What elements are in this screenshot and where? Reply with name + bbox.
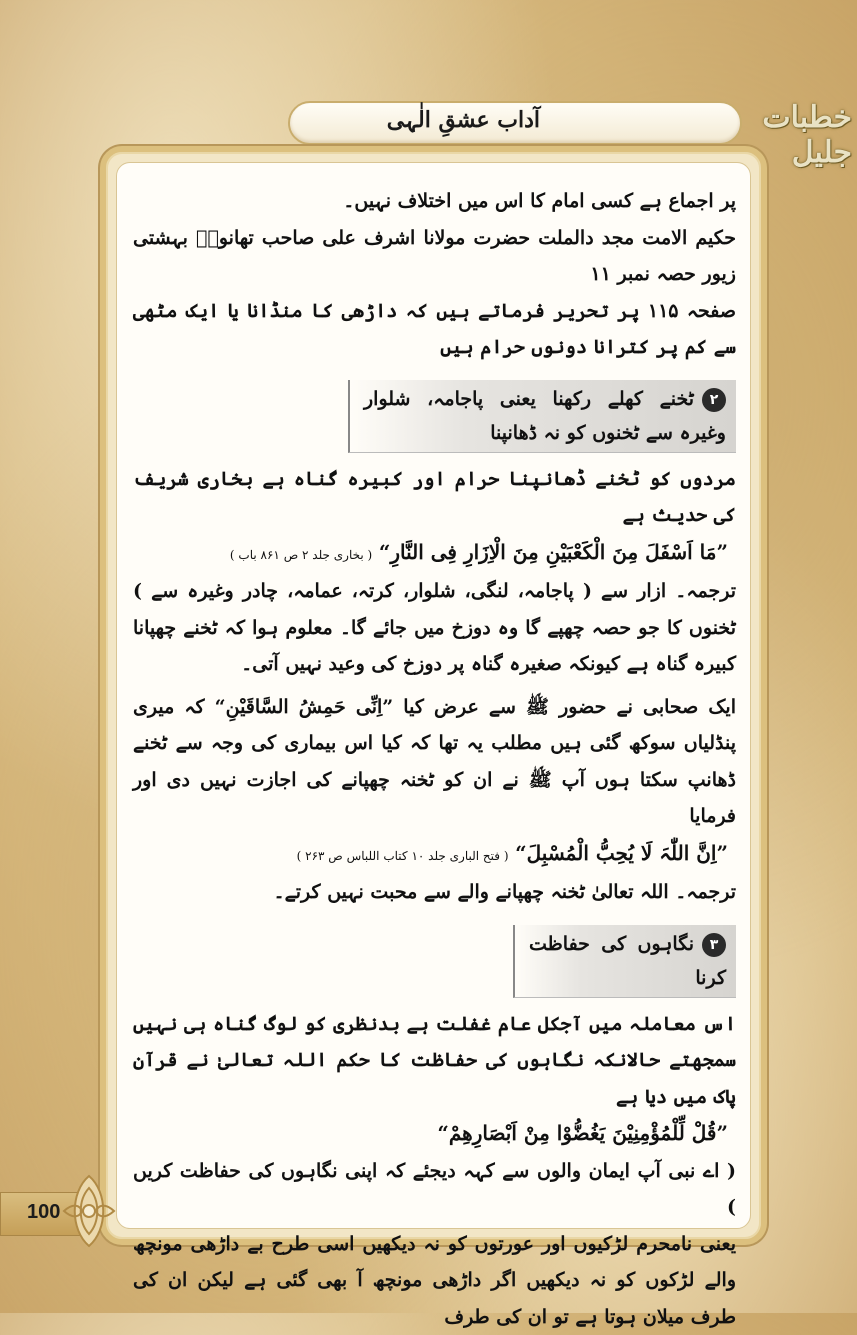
book-brand-logo: خطبات جلیل [712,100,852,152]
hadith-1-citation: ( بخاری جلد ۲ ص ۸۶۱ باب ) [230,548,372,562]
section-heading-2 [348,380,736,453]
hadith-1-text: ”مَا اَسْفَلَ مِنَ الْکَعْبَیْنِ مِنَ الْاِزَارِ فِی النَّارِ“ [379,540,728,564]
flourish-ornament-icon [60,1172,118,1250]
content-panel [116,162,751,1229]
quran-verse-1 [133,1115,736,1153]
paragraph-1-line-1: پر اجماع ہے کسی امام کا اس میں اختلاف نہیں۔ [133,183,736,220]
page-frame [100,146,767,1245]
quran-verse-1-text: ”قُلْ لِّلْمُؤْمِنِیْنَ یَغُضُّوْا مِنْ اَبْصَارِهِمْ“ [437,1121,728,1145]
paragraph-1-line-3: صفحہ ۱۱۵ پر تحریر فرماتے ہیں کہ داڑھی کا منڈانا یا ایک مٹھی سے کم پر کترانا دونوں حرام ہیں [133,293,736,366]
section-heading-3 [513,925,736,998]
paragraph-3-translation: ترجمہ۔ اللہ تعالیٰ ٹخنہ چھپانے والے سے محبت نہیں کرتے۔ [133,874,736,911]
page-number: 100 [27,1201,60,1224]
hadith-2-citation: ( فتح الباری جلد ۱۰ کتاب اللباس ص ۲۶۳ ) [297,849,509,863]
section-heading-3-text: نگاہوں کی حفاظت کرنا [529,933,726,989]
paragraph-5: یعنی نامحرم لڑکیوں اور عورتوں کو نہ دیکھیں اسی طرح بے داڑھی مونچھ والے لڑکوں کو نہ دیکھیں اگر داڑھی مونچھ آ بھی گئی ہے لیکن ان کی طرف میلان ہوتا ہے تو ان کی طرف [133,1226,736,1335]
section-heading-2-text: ٹخنے کھلے رکھنا یعنی پاجامہ، شلوار وغیرہ سے ٹخنوں کو نہ ڈھانپنا [364,388,726,444]
paragraph-3: ایک صحابی نے حضور ﷺ سے عرض کیا ”اِنِّی حَمِشُ السَّاقَیْنِ“ کہ میری پنڈلیاں سوکھ گئی ہیں مطلب یہ تھا کہ کیا اس بیماری کی وجہ سے ٹخنے ڈھانپ سکتا ہوں آپ ﷺ نے ان کو ٹخنہ چھپانے کی اجازت نہیں دی اور فرمایا [133,689,736,835]
paragraph-2-translation: ترجمہ۔ ازار سے ( پاجامہ، لنگی، شلوار، کرتہ، عمامہ، چادر وغیرہ سے ) ٹخنوں کا جو حصہ چھپے گا وہ دوزخ میں جائے گا۔ معلوم ہوا کہ ٹخنے چھپانا کبیرہ گناہ ہے کیونکہ صغیرہ گناہ پر دوزخ کی وعید نہیں آتی۔ [133,573,736,683]
section-number-badge: ۲ [702,388,726,412]
paragraph-2-line-1: مردوں کو ٹخنے ڈھانپنا حرام اور کبیرہ گناہ ہے بخاری شریف کی حدیث ہے [133,461,736,534]
body-text [133,183,736,1335]
chapter-title: آداب عشقِ الٰہی [387,107,540,133]
hadith-quote-2 [133,835,736,875]
hadith-2-text: ”اِنَّ اللّٰہَ لَا یُحِبُّ الْمُسْبِلَ“ [515,841,728,865]
hadith-quote-1 [133,534,736,574]
chapter-title-bar [288,101,742,145]
paragraph-1-line-2: حکیم الامت مجد دالملت حضرت مولانا اشرف علی صاحب تھانویؒ بہشتی زیور حصہ نمبر ۱۱ [133,220,736,293]
paragraph-4: اس معاملہ میں آجکل عام غفلت ہے بدنظری کو لوگ گناہ ہی نہیں سمجھتے حالانکہ نگاہوں کی حفاظت کا حکم اللہ تعالیٰ نے قرآن پاک میں دیا ہے [133,1006,736,1116]
paragraph-4-translation: ( اے نبی آپ ایمان والوں سے کہہ دیجئے کہ اپنی نگاہوں کی حفاظت کریں ) [133,1153,736,1226]
section-number-badge: ۳ [702,933,726,957]
